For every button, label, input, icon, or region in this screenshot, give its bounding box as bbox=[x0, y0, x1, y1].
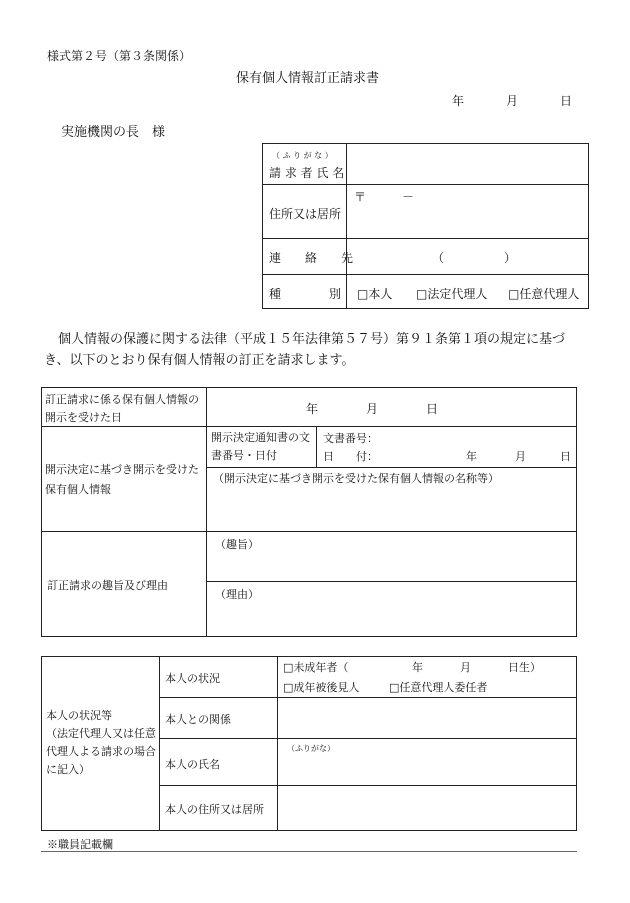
header-day: 日 bbox=[560, 94, 573, 108]
doc-number-label: 文書番号： bbox=[323, 432, 378, 445]
principal-name-label: 本人の氏名 bbox=[165, 758, 220, 771]
disclosed-info-field[interactable] bbox=[208, 488, 574, 528]
staff-use-label: ※職員記載欄 bbox=[47, 838, 113, 851]
doc-date-month: 月 bbox=[515, 450, 526, 463]
minor-birth-month: 月 bbox=[460, 661, 471, 674]
disclosure-date-label: 訂正請求に係る保有個人情報の開示を受けた日 bbox=[45, 393, 199, 424]
disclosure-year: 年 bbox=[306, 402, 319, 416]
reason-label: （理由） bbox=[215, 588, 259, 601]
type-option-legal-agent[interactable]: □法定代理人 bbox=[416, 287, 488, 301]
requester-address-field[interactable] bbox=[348, 202, 586, 236]
header-year: 年 bbox=[452, 94, 465, 108]
purpose-field[interactable] bbox=[208, 552, 574, 579]
contact-phone-field[interactable]: （ ） bbox=[432, 251, 517, 265]
type-option-voluntary-agent[interactable]: □任意代理人 bbox=[508, 287, 580, 301]
doc-date-year: 年 bbox=[466, 450, 477, 463]
principal-address-label: 本人の住所又は居所 bbox=[165, 803, 264, 816]
purpose-label: （趣旨） bbox=[215, 538, 259, 551]
principal-status-note: （法定代理人又は任意代理人よる請求の場合に記入） bbox=[46, 727, 156, 776]
principal-condition-label: 本人の状況 bbox=[165, 672, 220, 685]
notice-docno-date-label: 開示決定通知書の文書番号・日付 bbox=[211, 431, 310, 462]
disclosed-info-note: （開示決定に基づき開示を受けた保有個人情報の名称等） bbox=[213, 472, 499, 485]
disclosure-day: 日 bbox=[426, 402, 439, 416]
principal-address-field[interactable] bbox=[279, 787, 574, 829]
minor-option[interactable]: □未成年者（ bbox=[283, 661, 349, 674]
requester-name-label: 請 求 者 氏 名 bbox=[269, 166, 345, 180]
disclosed-info-label: 開示決定に基づき開示を受けた保有個人情報 bbox=[45, 463, 199, 496]
principal-name-furigana: （ふりがな） bbox=[287, 744, 335, 753]
purpose-reason-label: 訂正請求の趣旨及び理由 bbox=[47, 579, 168, 592]
doc-date-label: 日 付： bbox=[323, 450, 378, 463]
type-option-self[interactable]: □本人 bbox=[357, 287, 393, 301]
disclosure-date-field[interactable] bbox=[208, 389, 574, 424]
relationship-field[interactable] bbox=[279, 699, 574, 736]
postal-mark: 〒 － bbox=[354, 190, 415, 204]
minor-birth-year: 年 bbox=[412, 661, 423, 674]
principal-name-field[interactable] bbox=[279, 755, 574, 783]
requester-name-field[interactable] bbox=[348, 146, 586, 182]
addressee: 実施機関の長 様 bbox=[61, 125, 166, 140]
requester-furigana-label: （ ふ り が な ） bbox=[272, 151, 333, 160]
type-label: 種 別 bbox=[269, 287, 342, 301]
voluntary-delegator-option[interactable]: □任意代理人委任者 bbox=[389, 681, 488, 694]
staff-use-divider bbox=[41, 851, 577, 852]
minor-birth-day: 日生） bbox=[508, 661, 541, 674]
doc-date-day: 日 bbox=[560, 450, 571, 463]
page-title: 保有個人情報訂正請求書 bbox=[236, 71, 380, 86]
reason-field[interactable] bbox=[208, 602, 574, 634]
disclosure-month: 月 bbox=[366, 402, 379, 416]
principal-status-heading: 本人の状況等 bbox=[46, 709, 112, 722]
request-statement: 個人情報の保護に関する法律（平成１５年法律第５７号）第９１条第１項の規定に基づき、以下のとおり保有個人情報の訂正を請求します。 bbox=[44, 332, 566, 368]
header-month: 月 bbox=[506, 94, 519, 108]
contact-label: 連 絡 先 bbox=[269, 251, 354, 265]
form-number: 様式第２号（第３条関係） bbox=[47, 49, 192, 63]
requester-address-label: 住所又は居所 bbox=[269, 207, 342, 221]
adult-guardian-option[interactable]: □成年被後見人 bbox=[283, 681, 360, 694]
relationship-label: 本人との関係 bbox=[165, 713, 231, 726]
